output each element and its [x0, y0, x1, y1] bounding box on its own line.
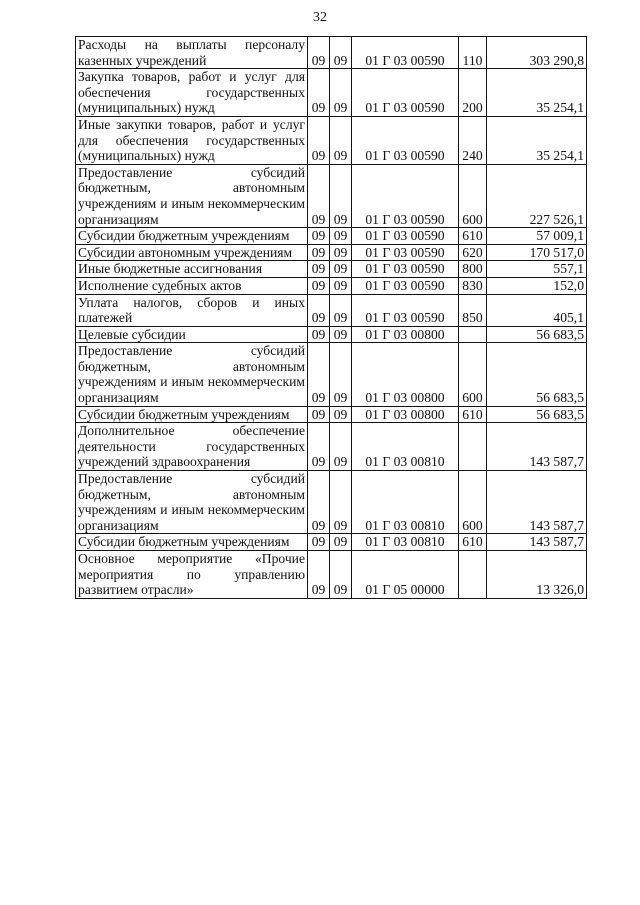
row-target-code: 01 Г 03 00590: [352, 294, 459, 326]
row-subsection: 09: [330, 534, 352, 551]
row-amount: 227 526,1: [487, 164, 587, 227]
row-amount: 557,1: [487, 261, 587, 278]
row-type-code: 200: [459, 69, 487, 117]
row-amount: 56 683,5: [487, 406, 587, 423]
row-section: 09: [308, 277, 330, 294]
row-target-code: 01 Г 03 00810: [352, 423, 459, 471]
row-type-code: 240: [459, 116, 487, 164]
budget-table: [75, 36, 587, 599]
row-amount: 143 587,7: [487, 534, 587, 551]
row-name: Предоставление субсидий бюджетным, автономным учреждениям и иным некоммерческим организациям: [76, 343, 308, 406]
row-section: 09: [308, 326, 330, 343]
row-target-code: 01 Г 03 00590: [352, 244, 459, 261]
row-type-code: 620: [459, 244, 487, 261]
table-row: [76, 277, 587, 294]
row-subsection: 09: [330, 116, 352, 164]
row-name: Иные бюджетные ассигнования: [76, 261, 308, 278]
row-target-code: 01 Г 03 00590: [352, 277, 459, 294]
row-type-code: [459, 326, 487, 343]
row-type-code: 800: [459, 261, 487, 278]
table-row: [76, 244, 587, 261]
row-amount: 143 587,7: [487, 471, 587, 534]
row-amount: 152,0: [487, 277, 587, 294]
row-type-code: 610: [459, 406, 487, 423]
row-subsection: 09: [330, 551, 352, 599]
row-type-code: 610: [459, 534, 487, 551]
row-subsection: 09: [330, 37, 352, 69]
row-amount: 405,1: [487, 294, 587, 326]
row-target-code: 01 Г 03 00800: [352, 343, 459, 406]
row-type-code: 110: [459, 37, 487, 69]
row-section: 09: [308, 69, 330, 117]
table-row: [76, 69, 587, 117]
row-name: Субсидии автономным учреждениям: [76, 244, 308, 261]
table-row: [76, 406, 587, 423]
row-target-code: 01 Г 03 00590: [352, 228, 459, 245]
row-amount: 170 517,0: [487, 244, 587, 261]
table-row: [76, 116, 587, 164]
row-amount: 303 290,8: [487, 37, 587, 69]
row-amount: 35 254,1: [487, 69, 587, 117]
row-section: 09: [308, 423, 330, 471]
row-section: 09: [308, 261, 330, 278]
row-type-code: 600: [459, 164, 487, 227]
row-section: 09: [308, 244, 330, 261]
row-name: Основное мероприятие «Прочие мероприятия по управлению развитием отрасли»: [76, 551, 308, 599]
row-section: 09: [308, 406, 330, 423]
row-subsection: 09: [330, 326, 352, 343]
row-section: 09: [308, 228, 330, 245]
row-name: Расходы на выплаты персоналу казенных учреждений: [76, 37, 308, 69]
row-section: 09: [308, 343, 330, 406]
table-row: [76, 294, 587, 326]
table-row: [76, 423, 587, 471]
row-target-code: 01 Г 03 00590: [352, 37, 459, 69]
row-name: Предоставление субсидий бюджетным, автономным учреждениям и иным некоммерческим организациям: [76, 164, 308, 227]
table-row: [76, 534, 587, 551]
row-subsection: 09: [330, 244, 352, 261]
table-row: [76, 164, 587, 227]
row-type-code: 830: [459, 277, 487, 294]
row-target-code: 01 Г 03 00800: [352, 326, 459, 343]
row-type-code: 610: [459, 228, 487, 245]
table-row: [76, 326, 587, 343]
row-amount: 56 683,5: [487, 326, 587, 343]
row-name: Закупка товаров, работ и услуг для обеспечения государственных (муниципальных) нужд: [76, 69, 308, 117]
row-subsection: 09: [330, 261, 352, 278]
row-name: Субсидии бюджетным учреждениям: [76, 406, 308, 423]
row-subsection: 09: [330, 69, 352, 117]
row-subsection: 09: [330, 294, 352, 326]
row-subsection: 09: [330, 277, 352, 294]
row-section: 09: [308, 551, 330, 599]
row-target-code: 01 Г 03 00590: [352, 164, 459, 227]
row-subsection: 09: [330, 471, 352, 534]
row-name: Предоставление субсидий бюджетным, автономным учреждениям и иным некоммерческим организациям: [76, 471, 308, 534]
row-amount: 56 683,5: [487, 343, 587, 406]
row-section: 09: [308, 294, 330, 326]
row-target-code: 01 Г 03 00590: [352, 69, 459, 117]
row-section: 09: [308, 534, 330, 551]
row-subsection: 09: [330, 406, 352, 423]
table-row: [76, 37, 587, 69]
row-type-code: [459, 551, 487, 599]
table-row: [76, 228, 587, 245]
row-amount: 35 254,1: [487, 116, 587, 164]
row-amount: 13 326,0: [487, 551, 587, 599]
table-row: [76, 343, 587, 406]
table-row: [76, 261, 587, 278]
row-subsection: 09: [330, 343, 352, 406]
table-row: [76, 551, 587, 599]
row-target-code: 01 Г 03 00590: [352, 116, 459, 164]
row-name: Исполнение судебных актов: [76, 277, 308, 294]
row-section: 09: [308, 164, 330, 227]
row-subsection: 09: [330, 423, 352, 471]
row-name: Иные закупки товаров, работ и услуг для обеспечения государственных (муниципальных) нужд: [76, 116, 308, 164]
row-type-code: [459, 423, 487, 471]
row-type-code: 600: [459, 471, 487, 534]
row-section: 09: [308, 37, 330, 69]
row-name: Дополнительное обеспечение деятельности государственных учреждений здравоохранения: [76, 423, 308, 471]
row-type-code: 850: [459, 294, 487, 326]
row-type-code: 600: [459, 343, 487, 406]
row-name: Субсидии бюджетным учреждениям: [76, 228, 308, 245]
row-target-code: 01 Г 03 00800: [352, 406, 459, 423]
table-row: [76, 471, 587, 534]
row-target-code: 01 Г 03 00810: [352, 471, 459, 534]
row-target-code: 01 Г 03 00810: [352, 534, 459, 551]
row-amount: 57 009,1: [487, 228, 587, 245]
row-subsection: 09: [330, 228, 352, 245]
row-target-code: 01 Г 03 00590: [352, 261, 459, 278]
row-section: 09: [308, 471, 330, 534]
row-name: Субсидии бюджетным учреждениям: [76, 534, 308, 551]
row-amount: 143 587,7: [487, 423, 587, 471]
row-section: 09: [308, 116, 330, 164]
page-number: 32: [313, 10, 327, 25]
row-name: Уплата налогов, сборов и иных платежей: [76, 294, 308, 326]
row-subsection: 09: [330, 164, 352, 227]
row-name: Целевые субсидии: [76, 326, 308, 343]
row-target-code: 01 Г 05 00000: [352, 551, 459, 599]
